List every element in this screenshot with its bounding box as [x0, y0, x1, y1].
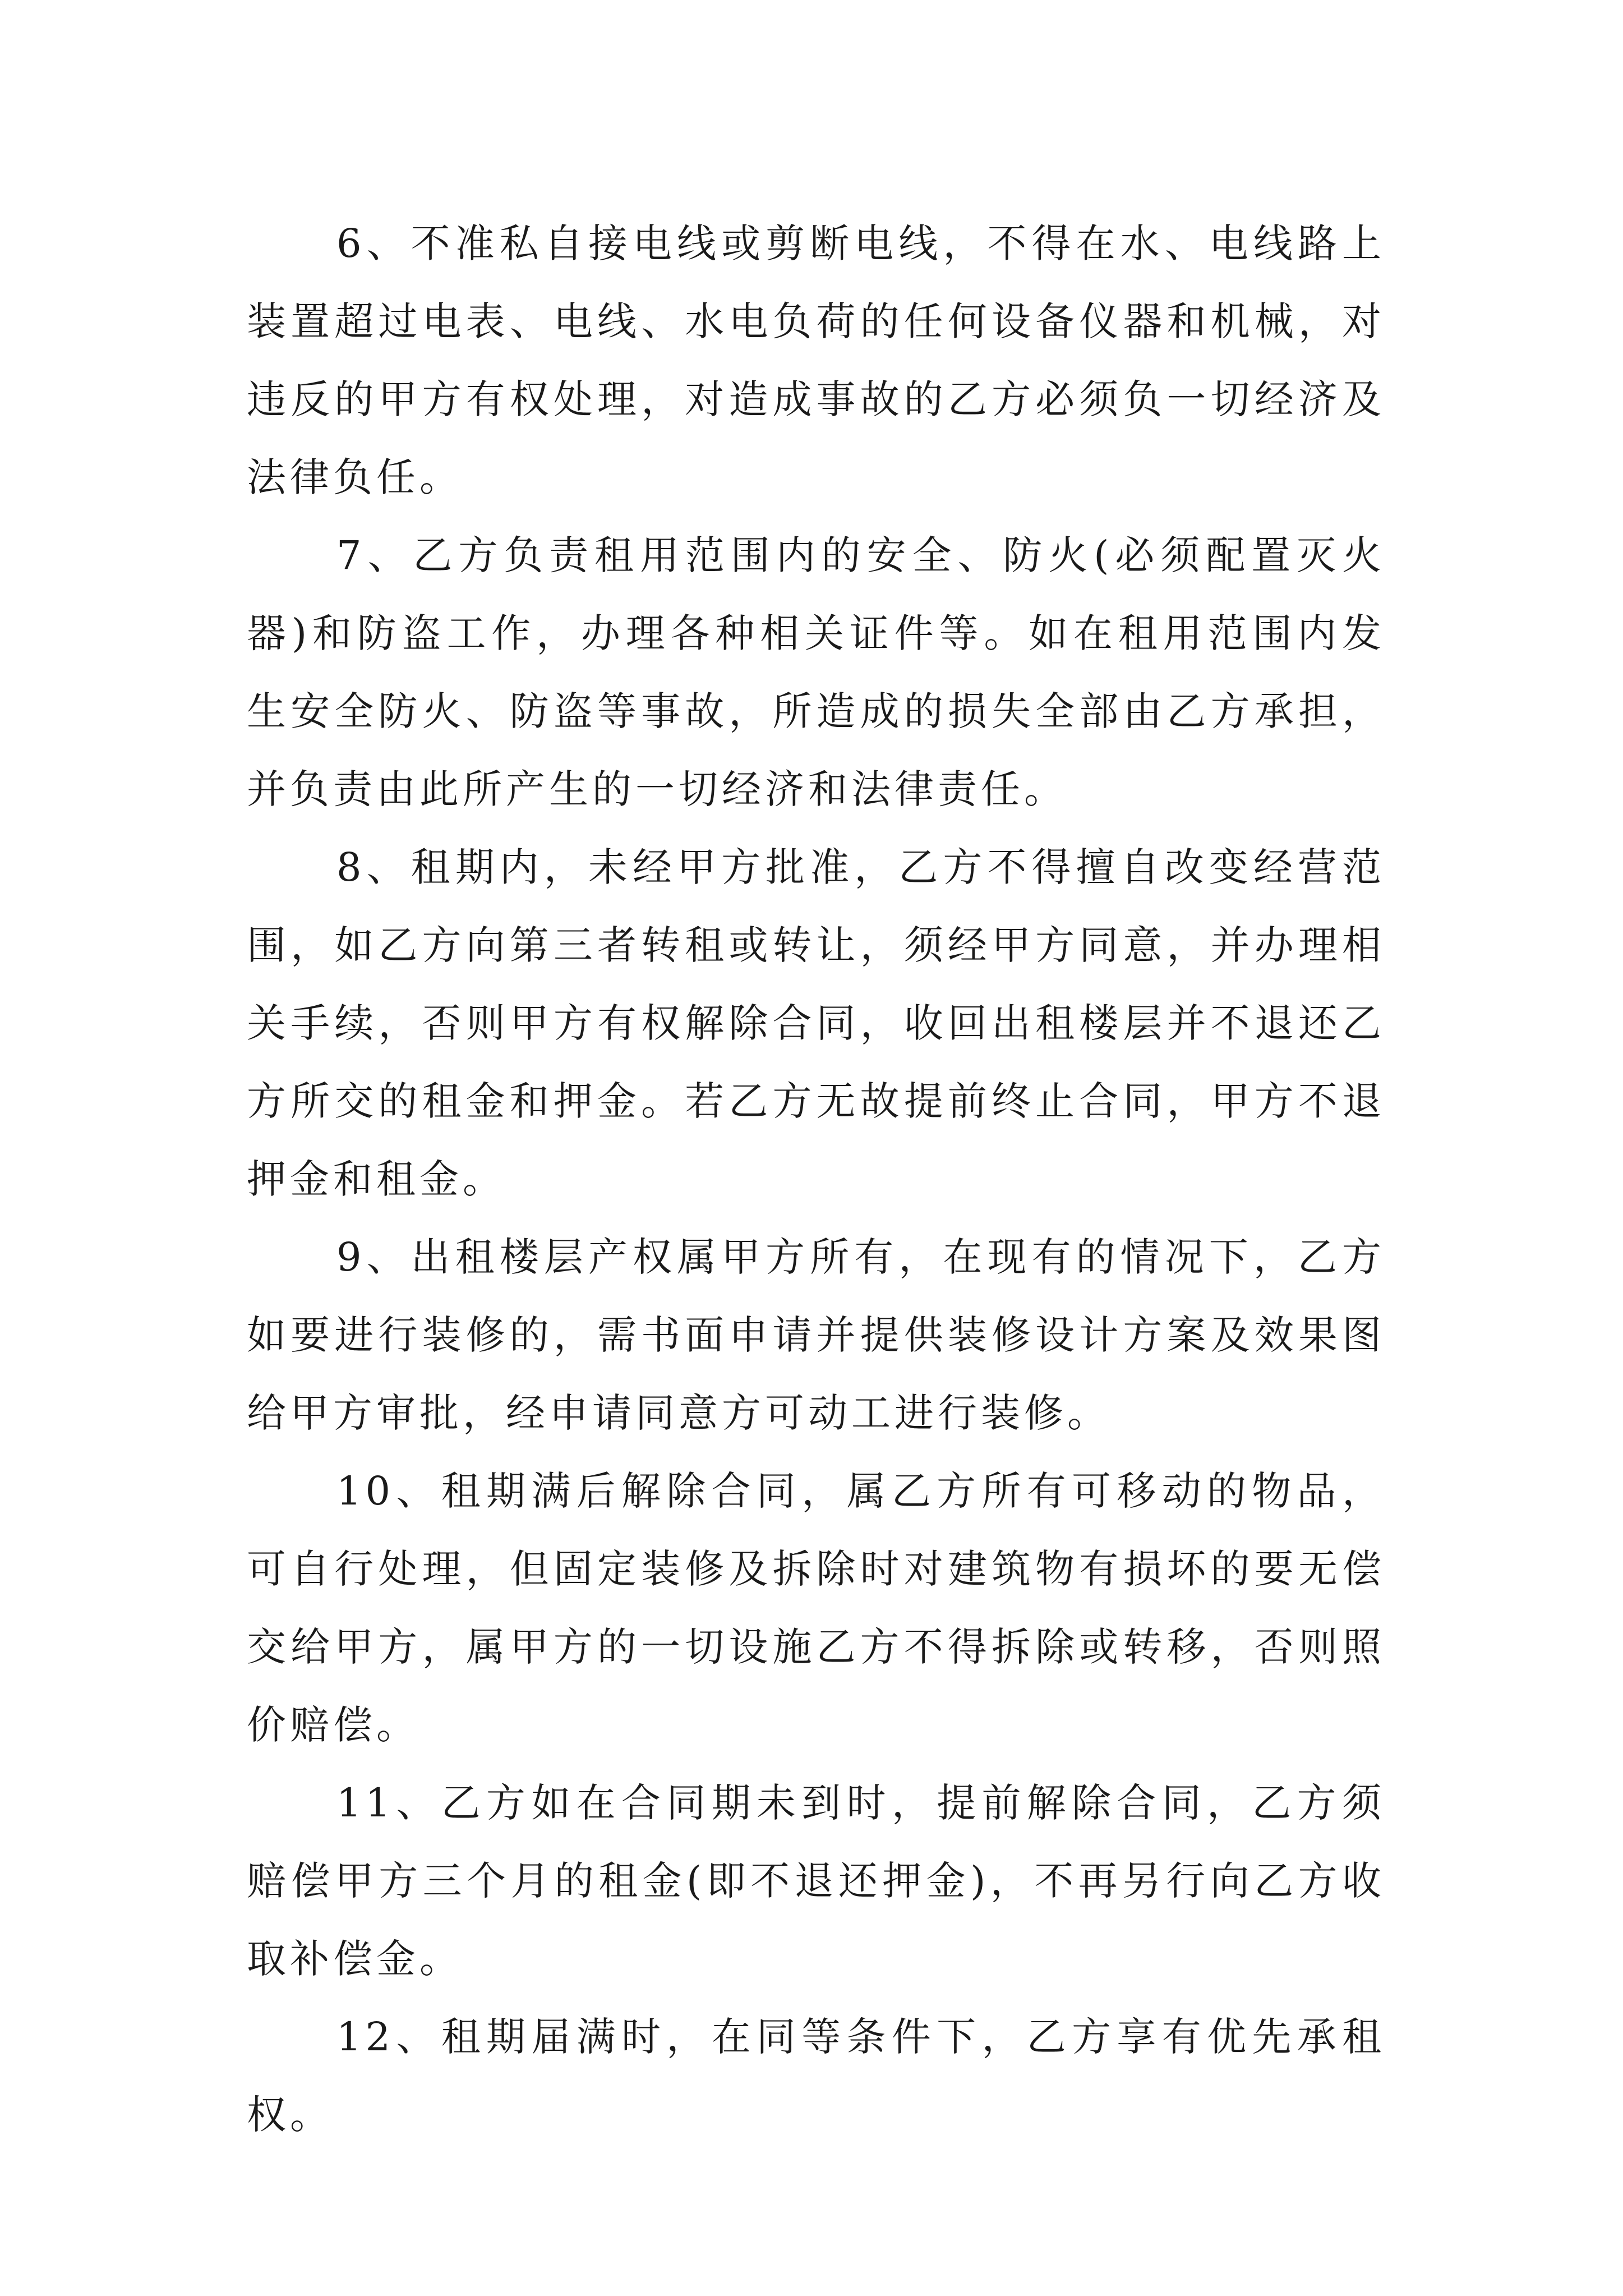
clause-9: 9、出租楼层产权属甲方所有，在现有的情况下，乙方如要进行装修的，需书面申请并提供装修设计方案及效果图给甲方审批，经申请同意方可动工进行装修。: [247, 1234, 1385, 1436]
clause-7: 7、乙方负责租用范围内的安全、防火(必须配置灭火器)和防盗工作，办理各种相关证件等。如在租用范围内发生安全防火、防盗等事故，所造成的损失全部由乙方承担，并负责由此所产生的一切经济和法律责任。: [247, 532, 1385, 812]
clause-10: 10、租期满后解除合同，属乙方所有可移动的物品，可自行处理，但固定装修及拆除时对建筑物有损坏的要无偿交给甲方，属甲方的一切设施乙方不得拆除或转移，否则照价赔偿。: [247, 1468, 1385, 1748]
clause-8: 8、租期内，未经甲方批准，乙方不得擅自改变经营范围，如乙方向第三者转租或转让，须经甲方同意，并办理相关手续，否则甲方有权解除合同，收回出租楼层并不退还乙方所交的租金和押金。若乙方无故提前终止合同，甲方不退押金和租金。: [247, 844, 1385, 1202]
clause-6: 6、不准私自接电线或剪断电线，不得在水、电线路上装置超过电表、电线、水电负荷的任何设备仪器和机械，对违反的甲方有权处理，对造成事故的乙方必须负一切经济及法律负任。: [247, 220, 1385, 500]
clause-11: 11、乙方如在合同期未到时，提前解除合同，乙方须赔偿甲方三个月的租金(即不退还押金)，不再另行向乙方收取补偿金。: [247, 1780, 1385, 1982]
clause-12: 12、租期届满时，在同等条件下，乙方享有优先承租权。: [247, 2014, 1385, 2138]
contract-clauses: [247, 205, 1385, 2154]
